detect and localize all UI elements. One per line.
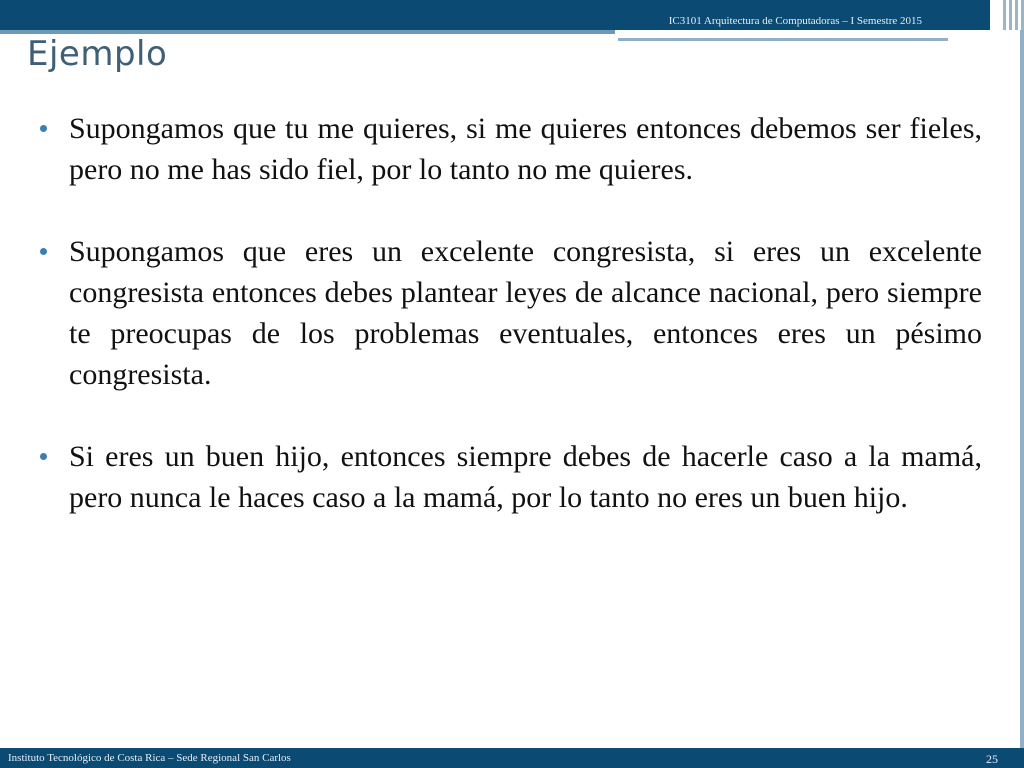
stripe (1015, 0, 1018, 30)
bullet-text: Supongamos que tu me quieres, si me quieres entonces debemos ser fieles, pero no me has sido fiel, por lo tanto no me quieres. (69, 112, 982, 186)
bullet-text: Supongamos que eres un excelente congresista, si eres un excelente congresista entonces debes plantear leyes de alcance nacional, pero siempre te preocupas de los problemas eventuales, entonces eres un pésimo congresista. (69, 235, 982, 391)
bullet-item-1 (40, 108, 982, 190)
footer-institution: Instituto Tecnológico de Costa Rica – Sede Regional San Carlos (8, 752, 291, 764)
stripe (1009, 0, 1012, 30)
page-number: 25 (986, 752, 998, 766)
bullet-icon (40, 248, 47, 255)
bullet-item-2 (40, 231, 982, 395)
bullet-text: Si eres un buen hijo, entonces siempre debes de hacerle caso a la mamá, pero nunca le haces caso a la mamá, por lo tanto no eres un buen hijo. (69, 440, 982, 514)
header-decoration (990, 0, 1024, 30)
stripe (1003, 0, 1006, 30)
course-title: IC3101 Arquitectura de Computadoras – I Semestre 2015 (668, 15, 922, 27)
header-divider (618, 38, 948, 41)
footer-bar (0, 748, 1024, 768)
slide-content (40, 108, 982, 559)
side-accent-bar (1020, 30, 1024, 748)
bullet-item-3 (40, 436, 982, 518)
slide-title: Ejemplo (27, 34, 168, 74)
bullet-icon (40, 125, 47, 132)
bullet-icon (40, 453, 47, 460)
bullet-list (40, 108, 982, 518)
